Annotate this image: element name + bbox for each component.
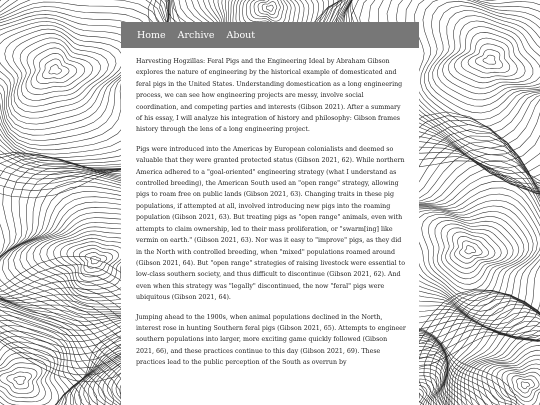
contour-line <box>36 53 76 83</box>
contour-line <box>0 18 137 130</box>
contour-line <box>455 236 489 263</box>
contour-line <box>0 368 37 394</box>
contour-line <box>262 2 277 15</box>
nav-link-home[interactable]: Home <box>137 29 166 41</box>
nav-link-about[interactable]: About <box>226 29 256 41</box>
contour-line <box>49 65 62 74</box>
contour-line <box>450 232 495 268</box>
contour-line <box>465 246 476 254</box>
contour-line <box>266 5 273 11</box>
contour-line <box>415 0 540 134</box>
contour-line <box>79 249 112 273</box>
contour-line <box>0 363 42 398</box>
contour-line <box>258 0 280 18</box>
article-content <box>121 48 419 369</box>
contour-line <box>433 11 540 107</box>
contour-line <box>5 29 116 112</box>
contour-line <box>7 372 32 389</box>
contour-line <box>90 256 100 264</box>
contour-line <box>460 241 483 259</box>
contour-line <box>14 376 26 384</box>
contour-line <box>512 376 539 398</box>
contour-line <box>42 59 69 79</box>
contour-line <box>482 350 540 405</box>
contour-line <box>442 21 540 94</box>
contour-line <box>13 33 109 106</box>
article-paragraph: Pigs were introduced into the Americas by European colonialists and deemed so valuable that they were granted protected status (Gibson 2021, 62). While northern America adhered to a "goal-oriented" engineering strategy (what I understand as controlled breeding), the American South used an "open range" strategy, allowing pigs to roam free on public lands (Gibson 2021, 63). Changing traits in these pig populations, if attempted at all, involved introducing new pigs into the roaming population (Gibson 2021, 63). But treating pigs as "open range" animals, even with attempts to claim ownership, led to their mass proliferation, or "swarm[ing] like vermin on earth." (Gibson 2021, 63). Nor was it easy to "improve" pigs, as they did in the North with controlled breeding, when "mixed" populations roamed around (Gibson 2021, 64). But "open range" strategies of raising livestock were essential to low-class southern society, and thus difficult to discontinue (Gibson 2021, 62). And even when this strategy was "legally" discontinued, the now "feral" pigs were ubiquitous (Gibson 2021, 64). <box>136 145 405 302</box>
nav-link-archive[interactable]: Archive <box>177 29 215 41</box>
navbar <box>121 22 419 48</box>
contour-line <box>428 217 519 290</box>
contour-line <box>424 1 540 120</box>
contour-line <box>448 27 533 89</box>
article-paragraph: Harvesting Hogzillas: Feral Pigs and the Engineering Ideal by Abraham Gibson explores the nature of engineering by the historical example of domesticated and feral pigs in the United States. Understanding domestication as a long engineering process, we can see how engineering projects are messy, involve social coordination, and competing parties and interests (Gibson 2021). After a summary of his essay, I will analyze his integration of history and philosophy: Gibson frames history through the lens of a long engineering project. <box>136 58 403 134</box>
article-page <box>121 22 419 405</box>
contour-line <box>85 252 107 268</box>
article-paragraph: Jumping ahead to the 1900s, when animal populations declined in the North, interest rose in hunting Southern feral pigs (Gibson 2021, 65). Attempts to engineer southern populations into larger, more exciting game quickly followed (Gibson 2021, 66), and these practices continue to this day (Gibson 2021, 69). These practices lead to the public perception of the South as overrun by <box>136 313 406 367</box>
contour-line <box>507 372 540 402</box>
contour-line <box>483 55 496 64</box>
contour-line <box>464 330 540 405</box>
contour-line <box>408 206 533 306</box>
contour-line <box>450 308 540 405</box>
contour-line <box>521 382 530 389</box>
